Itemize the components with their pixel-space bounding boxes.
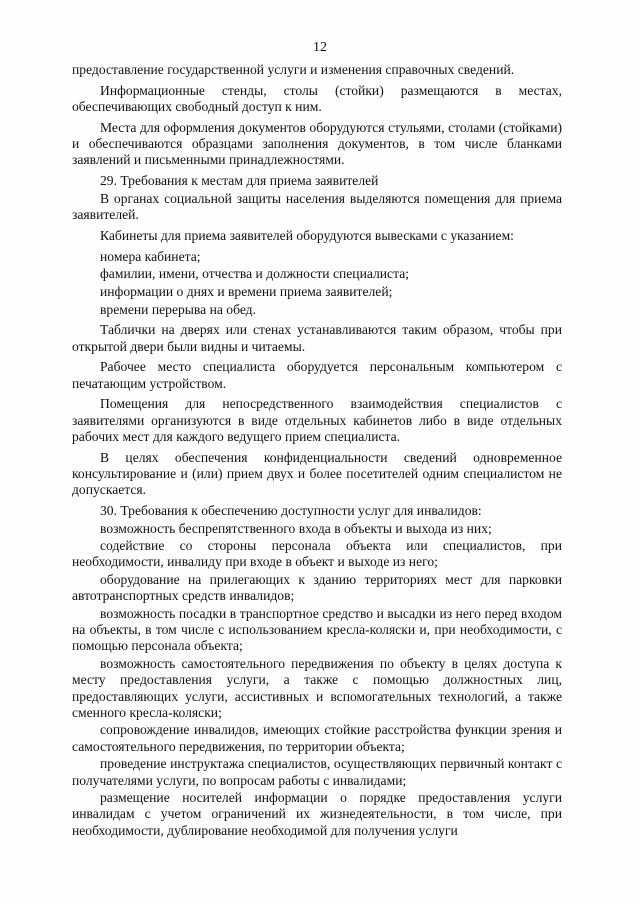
list-item: содействие со стороны персонала объекта или специалистов, при необходимости, инвалиду при входе в объект и выходе из него; (72, 538, 562, 570)
paragraph: предоставление государственной услуги и изменения справочных сведений. (72, 62, 515, 77)
list-item: информации о днях и времени приема заявителей; (100, 283, 393, 299)
paragraph: Кабинеты для приема заявителей оборудуются вывесками с указанием: (100, 227, 514, 243)
list-item: времени перерыва на обед. (100, 301, 256, 317)
list-item: размещение носителей информации о порядке предоставления услуги инвалидам с учетом ограничений их жизнедеятельности, в том числе, при необходимости, дублирование необходимой для получения услуги (72, 790, 562, 838)
document-body (72, 62, 562, 840)
page-number: 12 (313, 40, 327, 55)
paragraph: Места для оформления документов оборудуются стульями, столами (стойками) и обеспечиваются образцами заполнения документов, в том числе бланками заявлений и письменными принадлежностями. (72, 119, 562, 168)
list-item: возможность посадки в транспортное средство и высадки из него перед входом на объекты, в том числе с использованием кресла-коляски и, при необходимости, с помощью персонала объекта; (72, 606, 562, 654)
paragraph: В целях обеспечения конфиденциальности сведений одновременное консультирование и (или) прием двух и более посетителей одним специалистом не допускается. (72, 449, 562, 498)
section-heading: 29. Требования к местам для приема заявителей (100, 173, 379, 188)
paragraph: В органах социальной защиты населения выделяются помещения для приема заявителей. (72, 190, 562, 222)
paragraph: Таблички на дверях или стенах устанавливаются таким образом, чтобы при открытой двери были видны и читаемы. (72, 322, 562, 354)
list-item: фамилии, имени, отчества и должности специалиста; (100, 266, 410, 282)
list-item: оборудование на прилегающих к зданию территориях мест для парковки автотранспортных средств инвалидов; (72, 572, 562, 604)
section-heading: 30. Требования к обеспечению доступности услуг для инвалидов: (100, 502, 482, 518)
list-item: сопровождение инвалидов, имеющих стойкие расстройства функции зрения и самостоятельного передвижения, по территории объекта; (72, 722, 562, 754)
list-item: проведение инструктажа специалистов, осуществляющих первичный контакт с получателями услуги, по вопросам работы с инвалидами; (72, 756, 562, 788)
list-item: номера кабинета; (100, 248, 201, 264)
paragraph: Рабочее место специалиста оборудуется персональным компьютером с печатающим устройством. (72, 359, 562, 391)
paragraph: Помещения для непосредственного взаимодействия специалистов с заявителями организуются в виде отдельных кабинетов либо в виде отдельных рабочих мест для каждого ведущего прием специалиста. (72, 396, 562, 444)
list-item: возможность беспрепятственного входа в объекты и выхода из них; (100, 520, 492, 536)
paragraph: Информационные стенды, столы (стойки) размещаются в местах, обеспечивающих свободный доступ к ним. (72, 82, 562, 114)
list-item: возможность самостоятельного передвижения по объекту в целях доступа к месту предоставления услуги, а также с помощью должностных лиц, предоставляющих услуги, ассистивных и вспомогательных технологий, а также сменного кресла-коляски; (72, 656, 562, 720)
